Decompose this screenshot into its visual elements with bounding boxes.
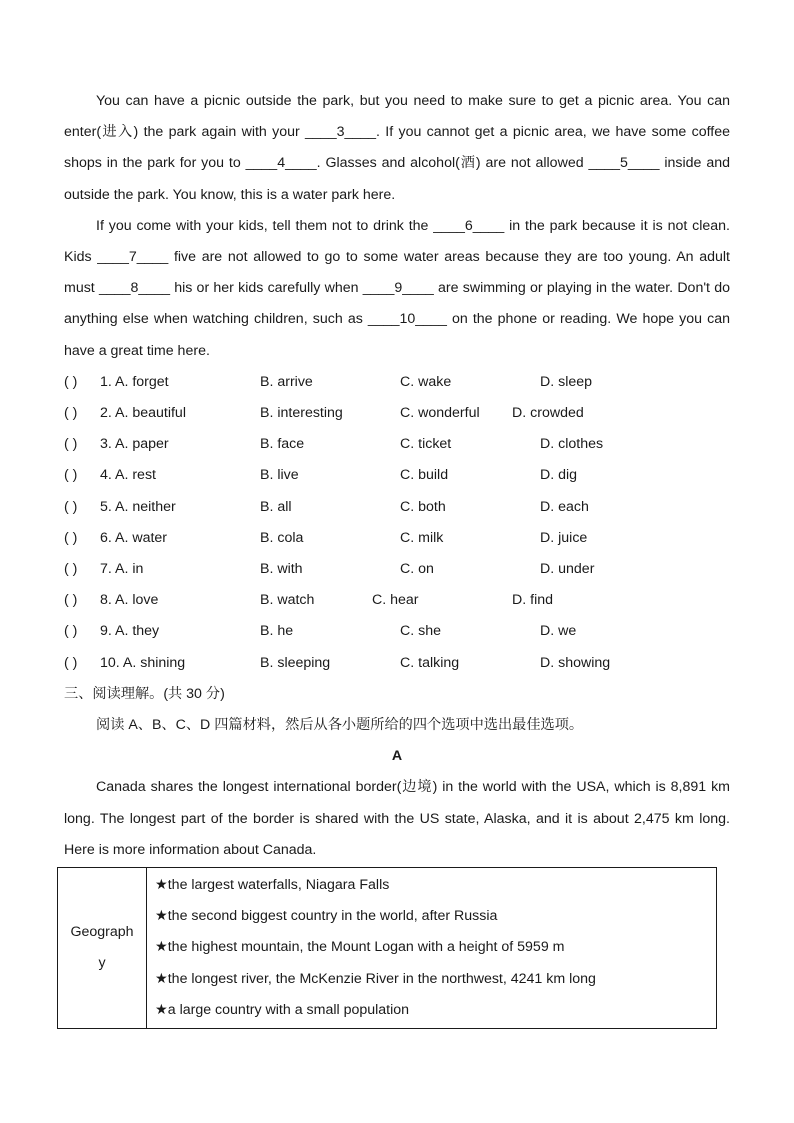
fact-text: a large country with a small population — [167, 1001, 410, 1018]
option-c: C. talking — [400, 654, 460, 671]
option-b: B. cola — [260, 529, 304, 546]
option-b: B. he — [260, 623, 294, 640]
passage-intro: Canada shares the longest international border(边境) in the world with the USA, which is 8,891 km long. The longest part of the border is shared with the US state, Alaska, and it is about 2,475 km long. Here is more information about Canada. — [64, 779, 730, 858]
fact-item — [155, 901, 708, 932]
question-row — [64, 616, 730, 647]
canada-info-table — [57, 867, 717, 1029]
answer-paren[interactable]: ( ) — [64, 498, 78, 515]
option-d: D. showing — [540, 654, 611, 671]
answer-paren[interactable]: ( ) — [64, 623, 78, 640]
option-c: C. on — [400, 560, 434, 577]
option-d: D. each — [540, 498, 589, 515]
category-label-line2: y — [98, 955, 106, 971]
answer-paren[interactable]: ( ) — [64, 529, 78, 546]
option-b: B. sleeping — [260, 654, 331, 671]
option-b: B. watch — [260, 592, 315, 609]
option-a: 6. A. water — [100, 529, 168, 546]
fact-text: the second biggest country in the world, after Russia — [167, 908, 498, 925]
question-row — [64, 460, 730, 491]
option-a: 9. A. they — [100, 623, 160, 640]
exam-page — [64, 86, 730, 866]
option-c: C. wonderful — [400, 405, 480, 422]
fact-text: the longest river, the McKenzie River in the northwest, 4241 km long — [167, 970, 596, 987]
option-a: 3. A. paper — [100, 436, 169, 453]
cloze-paragraph-1: You can have a picnic outside the park, but you need to make sure to get a picnic area. You can enter(进入) the park again with your ____3____. If you cannot get a picnic area, we have some coffee shops in the park for you to ____4____. Glasses and alcohol(酒) are not allowed ____5____ inside and outside the park. You know, this is a water park here. — [64, 93, 730, 203]
facts-cell — [147, 868, 717, 1029]
question-row — [64, 398, 730, 429]
fact-item — [155, 995, 708, 1026]
fact-item — [155, 870, 708, 901]
option-d: D. juice — [540, 529, 588, 546]
section-title: 三、阅读理解。(共 30 分) — [64, 685, 225, 702]
option-d: D. we — [540, 623, 577, 640]
question-row — [64, 429, 730, 460]
option-a: 1. A. forget — [100, 373, 169, 390]
category-cell — [58, 868, 147, 1029]
question-row — [64, 648, 730, 679]
option-d: D. sleep — [540, 373, 593, 390]
option-b: B. all — [260, 498, 292, 515]
option-d: D. clothes — [540, 436, 604, 453]
fact-item — [155, 932, 708, 963]
passage-label: A — [391, 748, 403, 765]
question-row — [64, 367, 730, 398]
star-icon: ★ — [155, 1001, 168, 1018]
answer-paren[interactable]: ( ) — [64, 654, 78, 671]
option-a: 2. A. beautiful — [100, 405, 186, 422]
question-list — [64, 367, 730, 679]
option-c: C. both — [400, 498, 446, 515]
answer-paren[interactable]: ( ) — [64, 560, 78, 577]
option-b: B. arrive — [260, 373, 313, 390]
fact-item — [155, 964, 708, 995]
fact-text: the highest mountain, the Mount Logan with a height of 5959 m — [167, 939, 565, 956]
option-b: B. interesting — [260, 405, 343, 422]
option-c: C. build — [400, 467, 449, 484]
option-a: 10. A. shining — [100, 654, 186, 671]
option-d: D. under — [540, 560, 595, 577]
question-row — [64, 585, 730, 616]
option-d: D. crowded — [512, 405, 584, 422]
cloze-paragraph-2: If you come with your kids, tell them not to drink the ____6____ in the park because it is not clean. Kids ____7____ five are not allowed to go to some water areas because they are too young. An adult must ____8____ his or her kids carefully when ____9____ are swimming or playing in the water. Don't do anything else when watching children, such as ____10____ on the phone or reading. We hope you can have a great time here. — [64, 217, 730, 359]
option-a: 7. A. in — [100, 560, 144, 577]
option-b: B. face — [260, 436, 305, 453]
option-a: 5. A. neither — [100, 498, 176, 515]
option-c: C. ticket — [400, 436, 452, 453]
star-icon: ★ — [155, 939, 168, 956]
star-icon: ★ — [155, 877, 168, 893]
option-a: 4. A. rest — [100, 467, 156, 484]
answer-paren[interactable]: ( ) — [64, 373, 78, 390]
table-row — [58, 868, 717, 1029]
answer-paren[interactable]: ( ) — [64, 436, 78, 453]
section-instruction: 阅读 A、B、C、D 四篇材料，然后从各小题所给的四个选项中选出最佳选项。 — [96, 716, 584, 733]
option-d: D. find — [512, 592, 554, 609]
option-a: 8. A. love — [100, 592, 159, 609]
option-c: C. wake — [400, 373, 452, 390]
option-b: B. with — [260, 560, 303, 577]
option-c: C. she — [400, 623, 442, 640]
question-row — [64, 523, 730, 554]
option-d: D. dig — [540, 467, 578, 484]
question-row — [64, 554, 730, 585]
answer-paren[interactable]: ( ) — [64, 592, 78, 609]
option-b: B. live — [260, 467, 299, 484]
question-row — [64, 492, 730, 523]
star-icon: ★ — [155, 970, 168, 987]
category-label-line1: Geograph — [70, 923, 134, 940]
option-c: C. milk — [400, 529, 444, 546]
answer-paren[interactable]: ( ) — [64, 467, 78, 484]
fact-text: the largest waterfalls, Niagara Falls — [167, 877, 390, 893]
star-icon: ★ — [155, 908, 168, 925]
answer-paren[interactable]: ( ) — [64, 405, 78, 422]
option-c: C. hear — [372, 592, 419, 609]
